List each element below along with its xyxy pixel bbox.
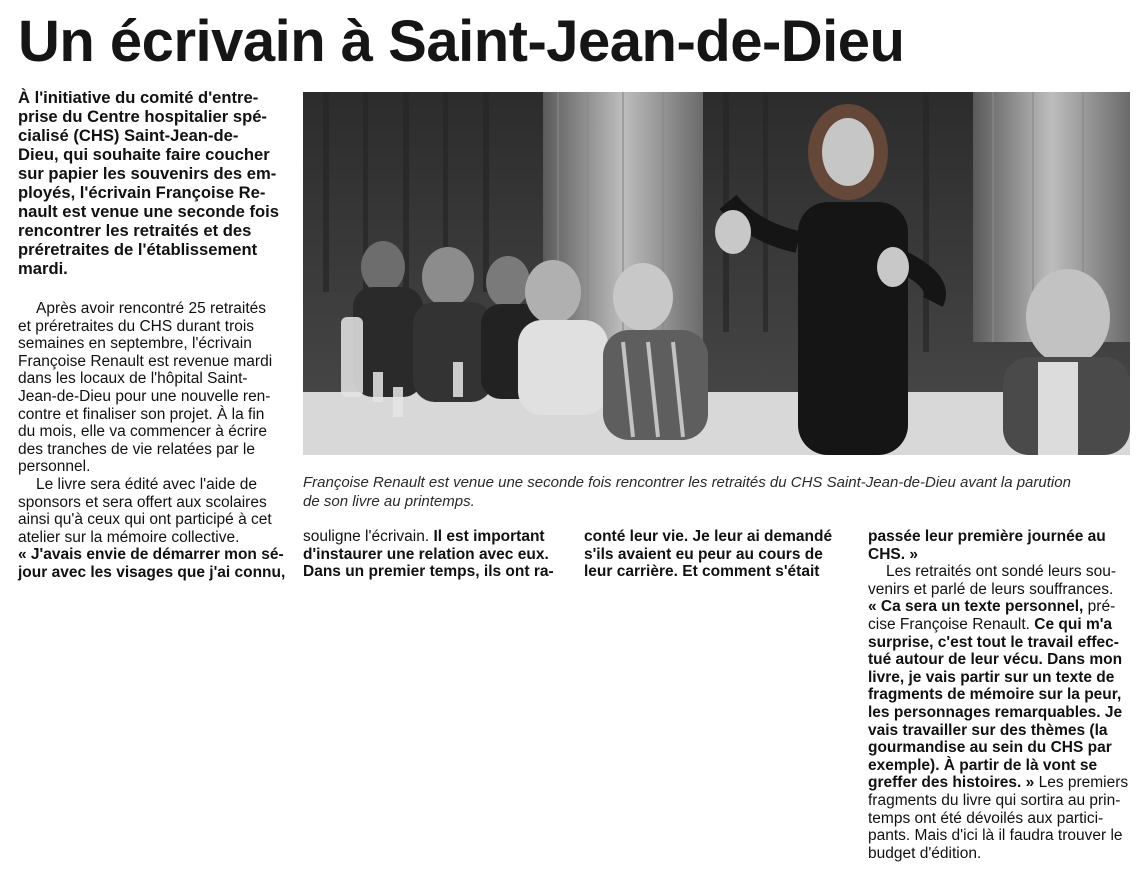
body-line: pants. Mais d'ici là il faudra trouver le — [868, 827, 1123, 845]
body-line: semaines en septembre, l'écrivain — [18, 335, 252, 353]
body-line: des tranches de vie relatées par le — [18, 440, 255, 458]
lead-line: sur papier les souvenirs des em- — [18, 164, 277, 183]
body-line — [303, 528, 563, 546]
photo — [303, 92, 1130, 455]
quote-line: vais travailler sur des thèmes (la — [868, 721, 1108, 739]
lead-paragraph — [18, 88, 280, 278]
lead-line: Dieu, qui souhaite faire coucher — [18, 145, 270, 164]
body-line: et préretraites du CHS durant trois — [18, 317, 255, 335]
quote-line: s'ils avaient eu peur au cours de — [584, 545, 823, 563]
text-run: greffer des histoires. » — [868, 774, 1035, 792]
body-line: venirs et parlé de leurs souffrances. — [868, 580, 1114, 598]
caption-line: de son livre au printemps. — [303, 493, 475, 510]
body-line — [868, 616, 1130, 634]
body-line: temps ont été dévoilés aux partici- — [868, 809, 1104, 827]
body-line: Les retraités ont sondé leurs sou- — [886, 563, 1117, 581]
quote-line: jour avec les visages que j'ai connu, — [18, 563, 286, 581]
body-line: ainsi qu'à ceux qui ont participé à cet — [18, 511, 272, 529]
body-line: Le livre sera édité avec l'aide de — [36, 475, 257, 493]
quote-line: d'instaurer une relation avec eux. — [303, 545, 549, 563]
quote-line: leur carrière. Et comment s'était — [584, 563, 820, 581]
column-1 — [18, 300, 286, 582]
quote-line: Dans un premier temps, ils ont ra- — [303, 563, 554, 581]
quote-line: exemple). À partir de là vont se — [868, 756, 1098, 774]
headline: Un écrivain à Saint-Jean-de-Dieu — [18, 9, 905, 74]
body-line — [868, 598, 1130, 616]
photo-caption — [303, 473, 1130, 511]
quote-line: CHS. » — [868, 545, 918, 563]
column-4 — [868, 528, 1130, 862]
quote-line: surprise, c'est tout le travail effec- — [868, 633, 1119, 651]
lead-line: cialisé (CHS) Saint-Jean-de- — [18, 126, 239, 145]
column-2 — [303, 528, 563, 581]
lead-line: préretraites de l'établissement — [18, 240, 258, 259]
body-line: sponsors et sera offert aux scolaires — [18, 493, 267, 511]
lead-line: rencontrer les retraités et des — [18, 221, 252, 240]
lead-line: À l'initiative du comité d'entre- — [18, 88, 259, 107]
quote-line: livre, je vais partir sur un texte de — [868, 668, 1115, 686]
text-run: Il est important — [429, 528, 545, 545]
body-line: budget d'édition. — [868, 844, 982, 862]
body-line: Après avoir rencontré 25 retraités — [36, 300, 267, 317]
column-3 — [584, 528, 846, 581]
lead-line: prise du Centre hospitalier spé- — [18, 107, 267, 126]
quote-line: fragments de mémoire sur la peur, — [868, 686, 1122, 704]
body-line: Jean-de-Dieu pour une nouvelle ren- — [18, 387, 271, 405]
body-line: du mois, elle va commencer à écrire — [18, 423, 267, 441]
body-line: fragments du livre qui sortira au prin- — [868, 791, 1121, 809]
quote-line: gourmandise au sein du CHS par — [868, 739, 1112, 757]
text-run: Les premiers — [1034, 774, 1129, 792]
body-line: Françoise Renault est revenue mardi — [18, 352, 273, 370]
photo-illustration — [303, 92, 1130, 455]
lead-line: ployés, l'écrivain Françoise Re- — [18, 183, 266, 202]
quote-line: « J'avais envie de démarrer mon sé- — [18, 546, 284, 564]
lead-line: nault est venue une seconde fois — [18, 202, 279, 221]
body-line — [868, 774, 1130, 792]
body-line: personnel. — [18, 458, 91, 476]
quote-line: les personnages remarquables. Je — [868, 703, 1123, 721]
lead-line: mardi. — [18, 259, 68, 278]
quote-line: conté leur vie. Je leur ai demandé — [584, 528, 833, 545]
quote-line: passée leur première journée au — [868, 528, 1106, 545]
text-run: Ce qui m'a — [1029, 615, 1113, 633]
text-run: souligne l'écrivain. — [303, 528, 430, 545]
body-line: dans les locaux de l'hôpital Saint- — [18, 370, 248, 388]
text-run: cise Françoise Renault. — [868, 615, 1030, 633]
quote-line: tué autour de leur vécu. Dans mon — [868, 651, 1123, 669]
body-line: contre et finaliser son projet. À la fin — [18, 405, 265, 423]
body-line: atelier sur la mémoire collective. — [18, 528, 240, 546]
text-run: pré- — [1083, 598, 1116, 616]
text-run: « Ca sera un texte personnel, — [868, 598, 1084, 616]
caption-line: Françoise Renault est venue une seconde fois rencontrer les retraités du CHS Saint-Jean-de-Dieu avant la parution — [303, 474, 1071, 491]
